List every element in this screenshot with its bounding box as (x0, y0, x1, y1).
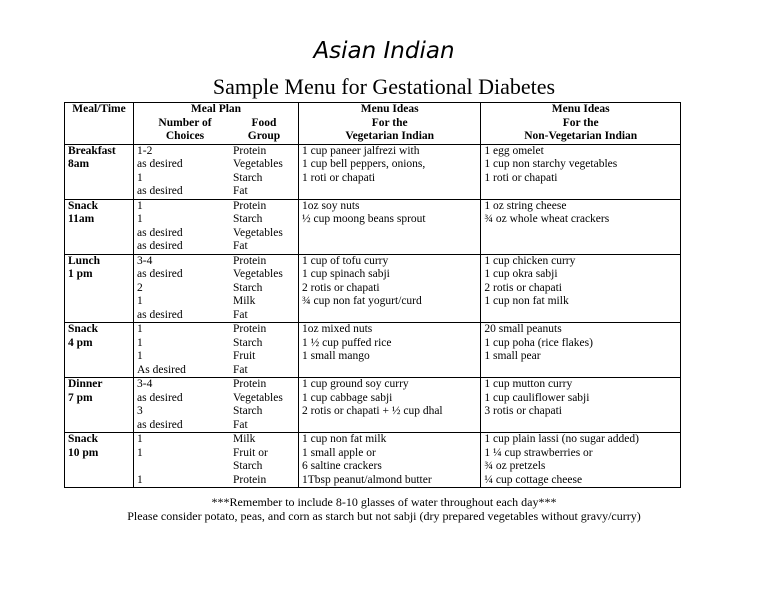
header-meal-time: Meal/Time (65, 103, 134, 145)
non-vegetarian-menu-line: 1 cup mutton curry (484, 378, 573, 390)
meal-plan-item (137, 172, 295, 186)
food-group: Milk (233, 433, 256, 445)
meal-time-line: Breakfast (68, 144, 116, 157)
meal-time-line: 4 pm (68, 336, 93, 349)
vegetarian-menu-line: 1 cup of tofu curry (302, 254, 389, 267)
header-nonveg-line-3: Non-Vegetarian Indian (524, 130, 638, 142)
vegetarian-menu-line: 2 rotis or chapati (302, 281, 380, 294)
meal-plan-item (137, 145, 295, 159)
food-group: Protein (233, 378, 267, 390)
number-of-choices: 1 (137, 213, 143, 225)
food-group: Starch (233, 336, 263, 349)
food-group: Protein (233, 254, 267, 267)
meal-plan-item (137, 227, 295, 241)
food-group: Milk (233, 295, 256, 307)
meal-plan-item (137, 378, 295, 392)
header-choices: Choices (165, 130, 205, 142)
number-of-choices: as desired (137, 158, 183, 170)
vegetarian-menu-cell (299, 254, 481, 323)
vegetarian-menu-line: 2 rotis or chapati + ½ cup dhal (302, 405, 443, 417)
food-group: Protein (233, 199, 267, 212)
non-vegetarian-menu-line: 1 small pear (484, 350, 541, 362)
non-vegetarian-menu-cell (481, 199, 681, 254)
table-row (65, 144, 681, 199)
vegetarian-menu-line: 1oz soy nuts (302, 199, 360, 212)
vegetarian-menu-line: ½ cup moong beans sprout (302, 213, 426, 225)
meal-time-line: Lunch (68, 254, 100, 267)
vegetarian-menu-cell (299, 323, 481, 378)
meal-plan-cell (134, 433, 299, 488)
number-of-choices: 1 (137, 295, 143, 307)
meal-plan-item (137, 337, 295, 351)
meal-time-cell (65, 433, 134, 488)
document-title: Asian Indian (313, 38, 455, 64)
non-vegetarian-menu-line: 1 cup okra sabji (484, 268, 558, 280)
meal-plan-item (137, 364, 295, 378)
food-group: Fruit or (233, 446, 268, 459)
non-vegetarian-menu-line: ¾ oz pretzels (484, 460, 546, 472)
meal-plan-item (137, 405, 295, 419)
food-group: Starch (233, 405, 263, 417)
food-group: Fruit (233, 350, 256, 362)
number-of-choices: as desired (137, 226, 183, 239)
non-vegetarian-menu-cell (481, 433, 681, 488)
number-of-choices: as desired (137, 268, 183, 280)
non-vegetarian-menu-line: 1 cup chicken curry (484, 254, 576, 267)
meal-plan-item (137, 200, 295, 214)
header-meal-plan-label: Meal Plan (190, 103, 242, 115)
notes (0, 495, 768, 523)
meal-time-line: 7 pm (68, 391, 93, 404)
meal-time-line: Snack (68, 433, 99, 445)
food-group: Starch (233, 213, 263, 225)
non-vegetarian-menu-cell (481, 378, 681, 433)
vegetarian-menu-line: 1 cup ground soy curry (302, 378, 409, 390)
meal-plan-item (137, 323, 295, 337)
meal-plan-cell (134, 254, 299, 323)
meal-time-line: 1 pm (68, 268, 93, 280)
header-row (65, 103, 681, 145)
food-group: Fat (233, 185, 248, 197)
meal-time-cell (65, 378, 134, 433)
header-vegetarian (299, 103, 481, 145)
number-of-choices: As desired (137, 363, 186, 376)
food-group: Fat (233, 308, 248, 321)
table-row (65, 323, 681, 378)
number-of-choices: 1 (137, 350, 143, 362)
meal-plan-item (137, 255, 295, 269)
meal-plan-item (137, 447, 295, 461)
number-of-choices: 3-4 (137, 378, 153, 390)
meal-time-cell (65, 144, 134, 199)
food-group: Fat (233, 363, 248, 376)
food-group: Starch (233, 281, 263, 294)
number-of-choices: 1 (137, 336, 143, 349)
header-nonveg-line-1: Menu Ideas (551, 103, 610, 115)
meal-plan-item (137, 350, 295, 364)
menu-table (64, 102, 681, 488)
vegetarian-menu-line: 1 small apple or (302, 446, 376, 459)
vegetarian-menu-cell (299, 199, 481, 254)
number-of-choices: 1 (137, 171, 143, 184)
document-subtitle: Sample Menu for Gestational Diabetes (212, 74, 556, 99)
table-row (65, 378, 681, 433)
non-vegetarian-menu-line: 1 cup poha (rice flakes) (484, 336, 593, 349)
vegetarian-menu-line: 1 cup spinach sabji (302, 268, 390, 280)
non-vegetarian-menu-line: ¾ oz whole wheat crackers (484, 213, 610, 225)
non-vegetarian-menu-line: 1 cup non starchy vegetables (484, 158, 618, 170)
header-veg-line-2: For the (371, 116, 408, 129)
vegetarian-menu-line: 1 ½ cup puffed rice (302, 336, 392, 349)
meal-time-line: 11am (68, 213, 95, 225)
non-vegetarian-menu-cell (481, 144, 681, 199)
number-of-choices: 3-4 (137, 254, 153, 267)
meal-time-line: Dinner (68, 378, 103, 390)
meal-plan-cell (134, 199, 299, 254)
vegetarian-menu-line: 6 saltine crackers (302, 460, 382, 472)
meal-plan-item (137, 392, 295, 406)
meal-plan-cell (134, 144, 299, 199)
meal-plan-item (137, 295, 295, 309)
header-veg-line-3: Vegetarian Indian (345, 130, 435, 142)
meal-plan-item (137, 213, 295, 227)
meal-time-line: 10 pm (68, 446, 99, 459)
meal-plan-item (137, 282, 295, 296)
number-of-choices: 3 (137, 405, 143, 417)
meal-plan-item (137, 268, 295, 282)
vegetarian-menu-line: 1oz mixed nuts (302, 323, 373, 335)
number-of-choices: 1 (137, 473, 143, 486)
vegetarian-menu-line: 1Tbsp peanut/almond butter (302, 473, 432, 486)
meal-plan-item (137, 433, 295, 447)
number-of-choices: as desired (137, 185, 183, 197)
number-of-choices: as desired (137, 308, 183, 321)
number-of-choices (137, 460, 233, 474)
meal-time-cell (65, 323, 134, 378)
non-vegetarian-menu-line: 3 rotis or chapati (484, 405, 562, 417)
food-group: Fat (233, 418, 248, 431)
vegetarian-menu-cell (299, 433, 481, 488)
vegetarian-menu-line: 1 cup bell peppers, onions, (302, 158, 426, 170)
menu-table-body (65, 144, 681, 488)
meal-time-cell (65, 199, 134, 254)
header-food: Food (251, 116, 277, 129)
number-of-choices: 1 (137, 446, 143, 459)
non-vegetarian-menu-line: 2 rotis or chapati (484, 281, 562, 294)
meal-plan-item (137, 474, 295, 488)
vegetarian-menu-line: 1 cup cabbage sabji (302, 391, 393, 404)
vegetarian-menu-line: ¾ cup non fat yogurt/curd (302, 295, 422, 307)
meal-plan-item (137, 185, 295, 199)
number-of-choices: 1 (137, 323, 143, 335)
food-group: Vegetables (233, 226, 283, 239)
meal-time-line: Snack (68, 199, 99, 212)
non-vegetarian-menu-line: 1 ¼ cup strawberries or (484, 446, 593, 459)
food-group: Starch (233, 171, 263, 184)
vegetarian-menu-line: 1 roti or chapati (302, 171, 376, 184)
food-group: Protein (233, 473, 267, 486)
table-row (65, 433, 681, 488)
meal-plan-item (137, 158, 295, 172)
header-group: Group (247, 130, 281, 142)
note-starch-guidance: Please consider potato, peas, and corn as starch but not sabji (dry prepared vegetables without gravy/curry) (127, 509, 641, 523)
meal-time-line: Snack (68, 323, 99, 335)
food-group: Protein (233, 144, 267, 157)
meal-plan-item (137, 419, 295, 433)
number-of-choices: as desired (137, 240, 183, 252)
non-vegetarian-menu-line: 1 cup non fat milk (484, 295, 569, 307)
number-of-choices: 1-2 (137, 144, 153, 157)
meal-time-line: 8am (68, 158, 90, 170)
header-nonveg-line-2: For the (562, 116, 599, 129)
non-vegetarian-menu-line: ¼ cup cottage cheese (484, 473, 583, 486)
meal-plan-item (137, 309, 295, 323)
number-of-choices: 2 (137, 281, 143, 294)
number-of-choices: as desired (137, 418, 183, 431)
non-vegetarian-menu-line: 1 cup plain lassi (no sugar added) (484, 433, 639, 445)
non-vegetarian-menu-line: 1 egg omelet (484, 144, 544, 157)
note-water-reminder: ***Remember to include 8-10 glasses of water throughout each day*** (211, 495, 557, 509)
vegetarian-menu-cell (299, 378, 481, 433)
meal-plan-cell (134, 323, 299, 378)
table-row (65, 199, 681, 254)
meal-plan-item (137, 240, 295, 254)
table-row (65, 254, 681, 323)
header-veg-line-1: Menu Ideas (360, 103, 419, 115)
number-of-choices: 1 (137, 433, 143, 445)
meal-plan-cell (134, 378, 299, 433)
vegetarian-menu-cell (299, 144, 481, 199)
meal-plan-item (137, 460, 295, 474)
vegetarian-menu-line: 1 small mango (302, 350, 370, 362)
non-vegetarian-menu-line: 20 small peanuts (484, 323, 562, 335)
header-meal-plan (134, 103, 299, 145)
non-vegetarian-menu-line: 1 roti or chapati (484, 171, 558, 184)
meal-time-cell (65, 254, 134, 323)
vegetarian-menu-line: 1 cup paneer jalfrezi with (302, 144, 420, 157)
number-of-choices: as desired (137, 391, 183, 404)
food-group: Vegetables (233, 391, 283, 404)
non-vegetarian-menu-cell (481, 254, 681, 323)
food-group: Vegetables (233, 268, 283, 280)
non-vegetarian-menu-line: 1 cup cauliflower sabji (484, 391, 590, 404)
food-group: Fat (233, 240, 248, 252)
vegetarian-menu-line: 1 cup non fat milk (302, 433, 387, 445)
header-number-of: Number of (158, 116, 212, 129)
food-group: Protein (233, 323, 267, 335)
header-non-vegetarian (481, 103, 681, 145)
non-vegetarian-menu-line: 1 oz string cheese (484, 199, 567, 212)
number-of-choices: 1 (137, 199, 143, 212)
non-vegetarian-menu-cell (481, 323, 681, 378)
food-group: Vegetables (233, 158, 283, 170)
food-group: Starch (233, 460, 263, 472)
